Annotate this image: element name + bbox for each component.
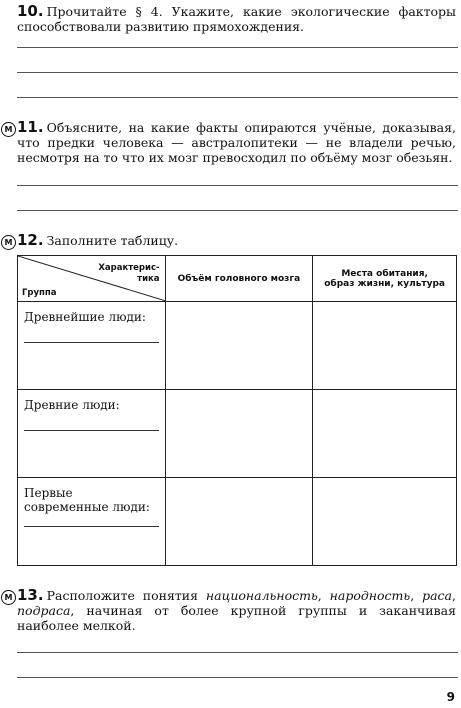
- table-cell-answer[interactable]: [313, 302, 457, 390]
- term-nationality: национальность: [205, 588, 318, 603]
- task-12-body: Заполните таблицу.: [46, 233, 179, 248]
- task-11: [0, 120, 461, 165]
- answer-line[interactable]: [17, 677, 458, 678]
- term-nation: народность: [329, 588, 411, 603]
- table-row-label: [18, 390, 166, 478]
- task-11-body: Объясните, на какие факты опираются учёные, доказывая, что предки человека — австралопитеки — не владели речью, несмотря на то что их мозг превосходил по объёму мозг обезьян.: [17, 120, 456, 165]
- table-row-label: [18, 302, 166, 390]
- answer-line[interactable]: [17, 185, 458, 186]
- answer-line[interactable]: [17, 652, 458, 653]
- table-cell-answer[interactable]: [165, 302, 313, 390]
- task-11-number: 11.: [17, 118, 44, 136]
- corner-top-label: Характерис- тика: [98, 263, 160, 284]
- row-answer-line[interactable]: [24, 342, 159, 343]
- table-cell-answer[interactable]: [165, 390, 313, 478]
- task-12-text: [0, 233, 461, 248]
- task-13-text: [0, 588, 461, 633]
- task-12: [0, 233, 461, 248]
- table-cell-answer[interactable]: [165, 478, 313, 566]
- task-13-body-b: , начиная от более крупной группы и заканчивая наиболее мелкой.: [17, 603, 456, 633]
- table-row-label: [18, 478, 166, 566]
- column-header-habitat: Места обитания, образ жизни, культура: [313, 256, 457, 302]
- row-answer-line[interactable]: [24, 526, 159, 527]
- answer-line[interactable]: [17, 210, 458, 211]
- row-label-text: Древние люди:: [24, 398, 120, 412]
- task-10-text: [0, 4, 461, 34]
- task-13-body-a: Расположите понятия: [46, 588, 206, 603]
- task-13: [0, 588, 461, 633]
- corner-bottom-label: Группа: [22, 288, 57, 298]
- row-label-text: Древнейшие люди:: [24, 310, 146, 324]
- row-answer-line[interactable]: [24, 430, 159, 431]
- task-10-number: 10.: [17, 2, 44, 20]
- table-cell-answer[interactable]: [313, 478, 457, 566]
- column-header-brain-volume: Объём головного мозга: [165, 256, 313, 302]
- answer-line[interactable]: [17, 97, 458, 98]
- task-12-number: 12.: [17, 231, 44, 249]
- method-badge-icon: М: [1, 590, 16, 605]
- table-corner-cell: [18, 256, 166, 302]
- row-label-text: Первые современные люди:: [24, 486, 150, 514]
- task-10-body: Прочитайте § 4. Укажите, какие экологические факторы способствовали развитию прямохождения.: [17, 4, 456, 34]
- task-13-number: 13.: [17, 586, 44, 604]
- fill-in-table: [17, 255, 457, 566]
- sep: ,: [452, 588, 456, 603]
- page-number: 9: [446, 690, 455, 704]
- table-cell-answer[interactable]: [313, 390, 457, 478]
- answer-line[interactable]: [17, 47, 458, 48]
- sep: ,: [317, 588, 330, 603]
- term-race: раса: [422, 588, 453, 603]
- method-badge-icon: М: [1, 122, 16, 137]
- sep: ,: [410, 588, 423, 603]
- task-10: [0, 4, 461, 34]
- term-subrace: подраса: [17, 603, 71, 618]
- method-badge-icon: М: [1, 235, 16, 250]
- answer-line[interactable]: [17, 72, 458, 73]
- task-11-text: [0, 120, 461, 165]
